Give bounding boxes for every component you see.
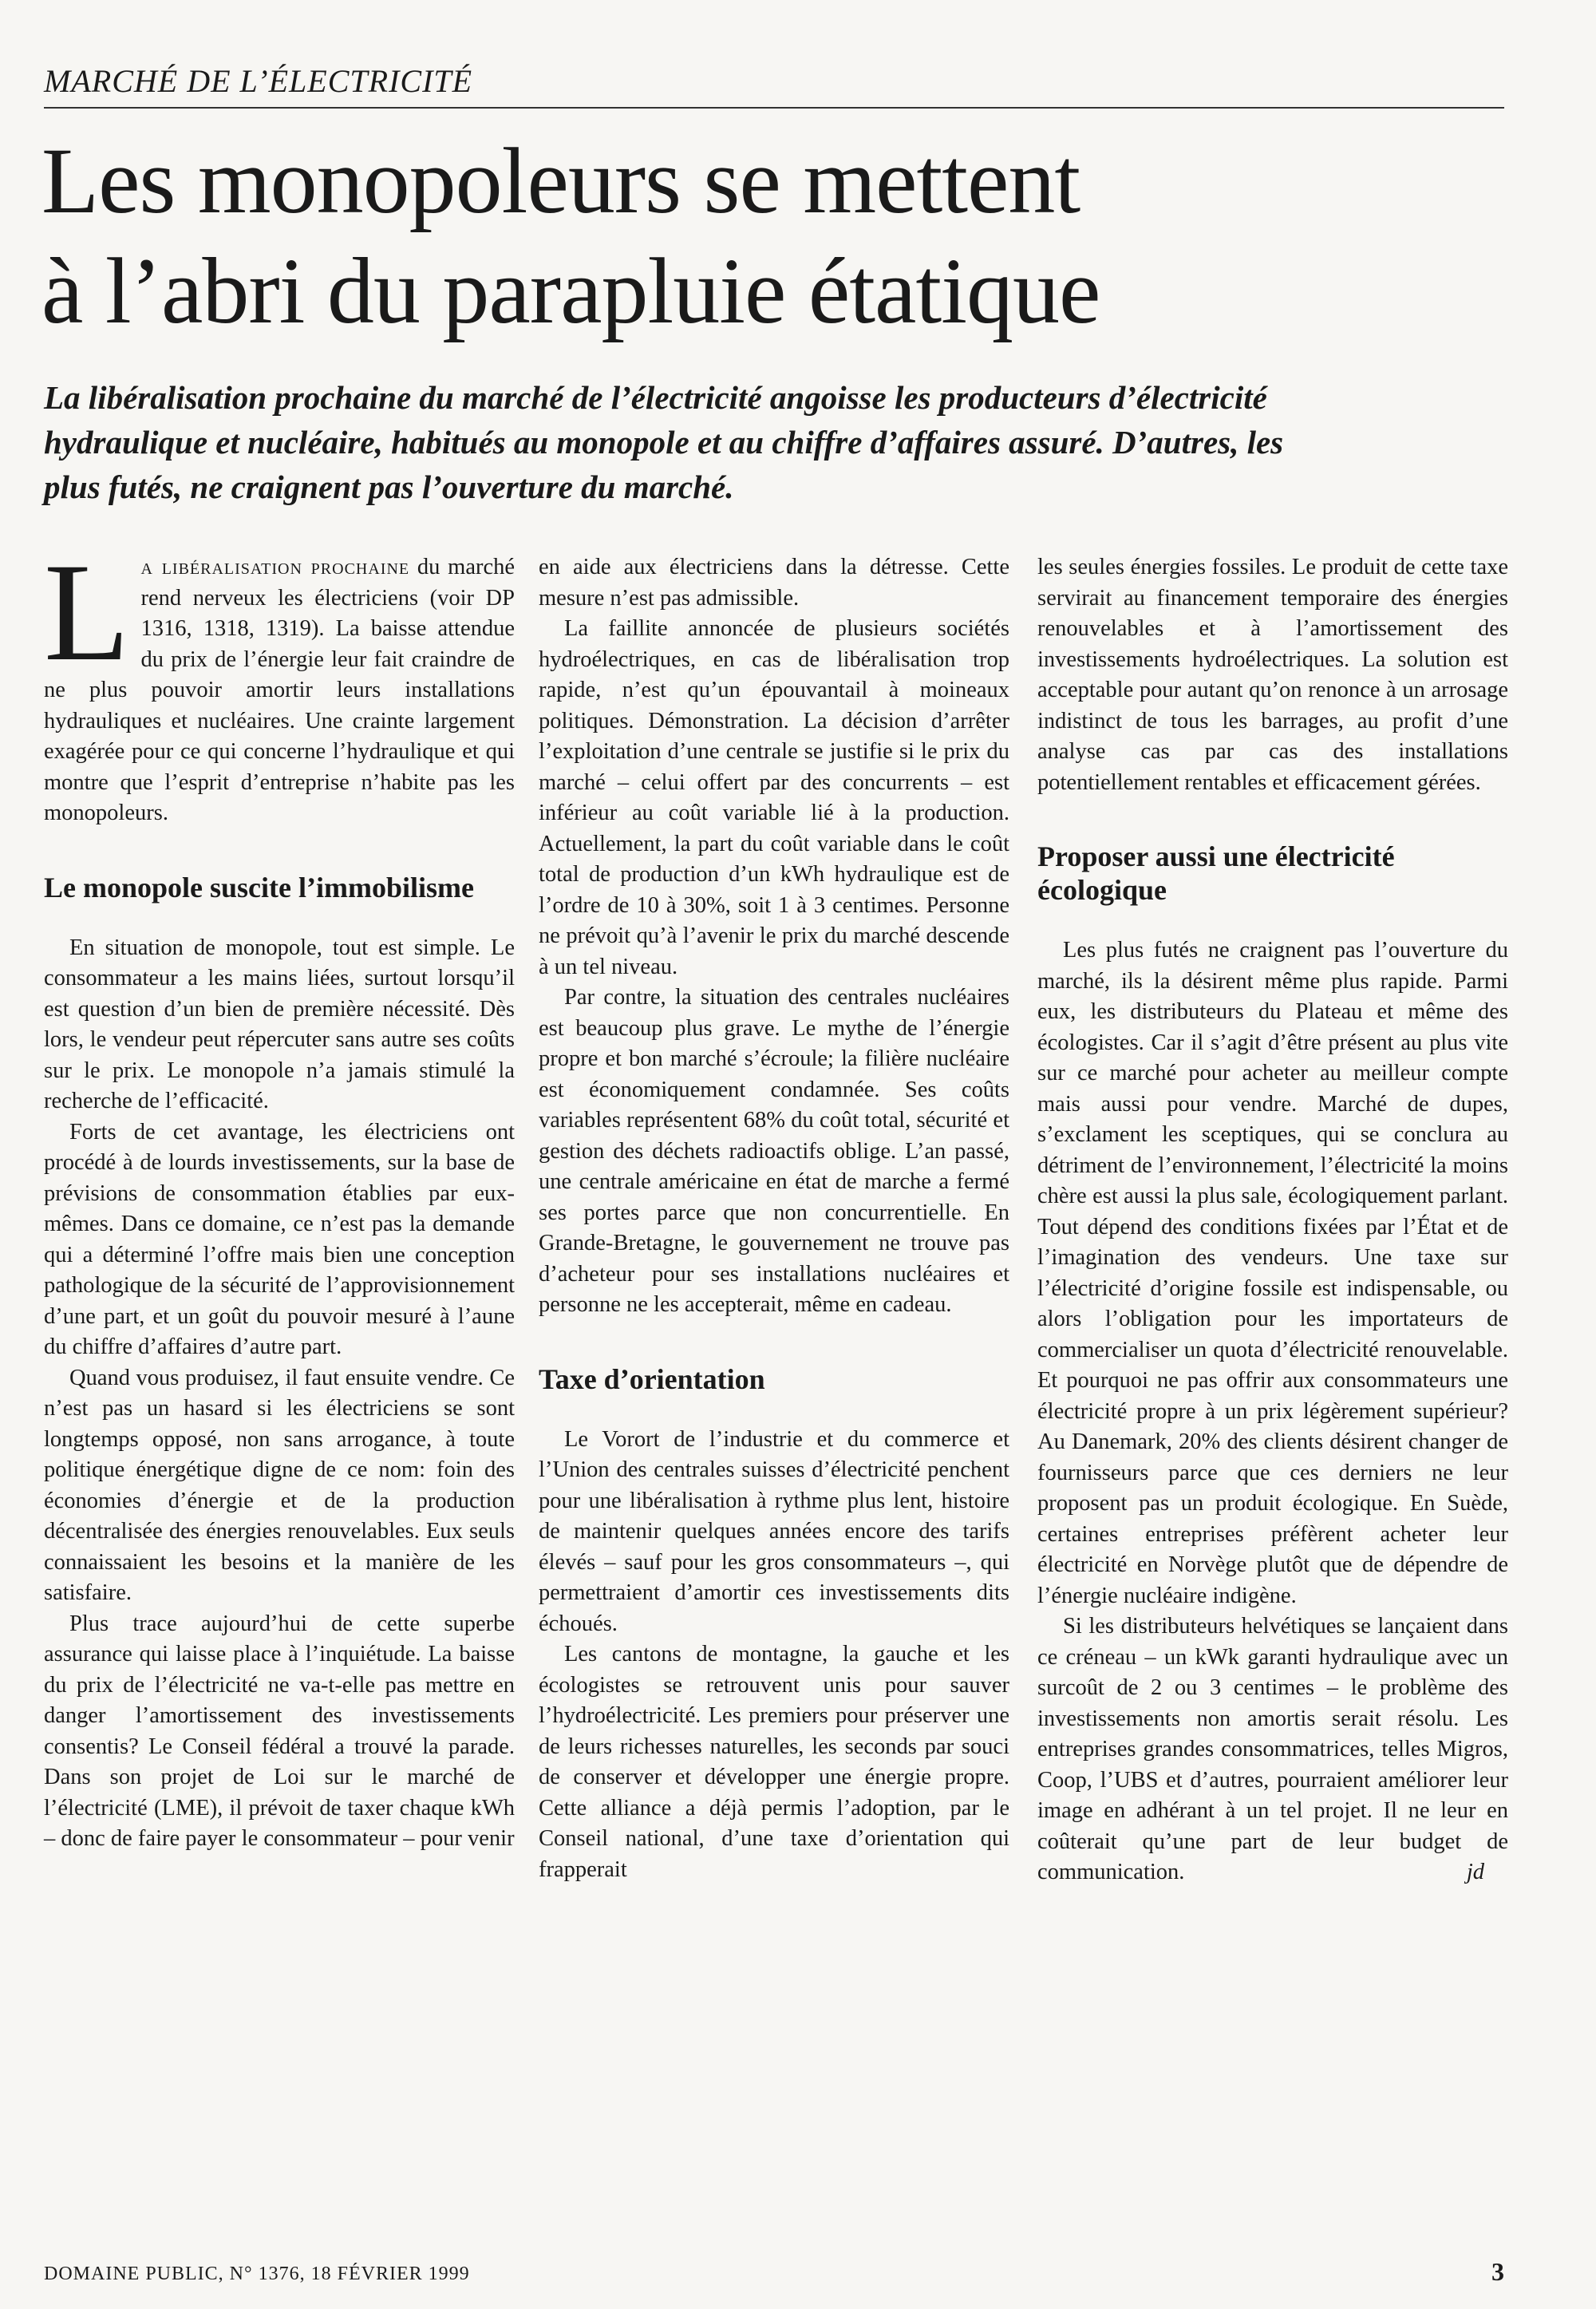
page-number: 3	[1491, 2257, 1504, 2286]
paragraph: Les plus futés ne craignent pas l’ouverture du marché, ils la désirent même plus rapide. Parmi eux, les distributeurs du Plateau et même des écologistes. Car il s’agit d’être présent au plus vite sur ce marché pour acheter au meilleur compte mais aussi pour vendre. Marché de dupes, s’exclament les sceptiques, qui se conclura au détriment de l’environnement, l’électricité la moins chère est aussi la plus sale, écologiquement parlant. Tout dépend des conditions fixées par l’État et de l’imagination des vendeurs. Une taxe sur l’électricité d’origine fossile est indispensable, ou alors l’obligation pour les importateurs de commercialiser un quota d’électricité renouvelable. Et pourquoi ne pas offrir aux consommateurs une électricité propre à un prix légèrement supérieur? Au Danemark, 20% des clients désirent changer de fournisseurs parce que ces derniers ne leur proposent pas un produit écologique. En Suède, certaines entreprises préfèrent acheter leur électricité en Norvège plutôt que de dépendre de l’énergie nucléaire indigène.	[1037, 938, 1508, 1608]
intro-smallcaps: a libéralisation prochaine	[140, 555, 410, 579]
author-signature: jd	[1466, 1860, 1484, 1884]
paragraph: les seules énergies fossiles. Le produit de cette taxe servirait au financement temporaire des énergies renouvelables et à l’amortissement des investissements hydroélectriques. La solution est acceptable pour autant qu’on renonce à un arrosage indistinct de tous les barrages, au profit d’une analyse cas par cas des installations potentiellement rentables et efficacement gérées.	[1037, 555, 1508, 795]
subhead-ecologique: Proposer aussi une électricité écologique	[1037, 840, 1395, 906]
section-kicker: MARCHÉ DE L’ÉLECTRICITÉ	[44, 63, 473, 99]
article-lead: La libéralisation prochaine du marché de l’électricité angoisse les producteurs d’électricité hydraulique et nucléaire, habitués au monopole et au chiffre d’affaires assuré. D’autres, les plus futés, ne craignent pas l’ouverture du marché.	[44, 379, 1284, 505]
final-text: Si les distributeurs helvétiques se lançaient dans ce créneau – un kWk garanti hydraulique avec un surcoût de 2 ou 3 centimes – le problème des investissements non amortis serait résolu. Les entreprises grandes consommatrices, telles Migros, Coop, l’UBS et d’autres, pourraient améliorer leur image en adhérant à un tel projet. Il ne leur en coûterait qu’une part de leur budget de communication.	[1037, 1614, 1508, 1884]
paragraph: Le Vorort de l’industrie et du commerce et l’Union des centrales suisses d’électricité penchent pour une libéralisation à rythme plus lent, histoire de maintenir quelques années encore des tarifs élevés – sauf pour les gros consommateurs –, qui permettraient d’amortir ces investissements dits échoués.	[539, 1426, 1009, 1636]
paragraph: La faillite annoncée de plusieurs sociétés hydroélectriques, en cas de libéralisation trop rapide, n’est qu’un épouvantail à moineaux politiques. Démonstration. La décision d’arrêter l’exploitation d’une centrale se justifie si le prix du marché – celui offert par des concurrents – est inférieur au coût variable lié à la production. Actuellement, la part du coût variable dans le coût total de production d’un kWh hydraulique est de l’ordre de 10 à 30%, soit 1 à 3 centimes. Personne ne prévoit qu’à l’avenir le prix du marché descende à un tel niveau.	[539, 616, 1009, 979]
kicker-rule	[44, 107, 1504, 109]
subhead-monopole: Le monopole suscite l’immobilisme	[44, 871, 474, 903]
title-line-1: Les monopoleurs se mettent	[41, 128, 1080, 233]
intro-text: du marché rend nerveux les électriciens (voir DP 1316, 1318, 1319). La baisse attendue du prix de l’énergie leur fait craindre de ne plus pouvoir amortir leurs installations hydrauliques et nucléaires. Une crainte largement exagérée pour ce qui concerne l’hydraulique et qui montre que l’esprit d’entreprise n’habite pas les monopoleurs.	[44, 555, 516, 825]
paragraph-intro	[44, 535, 516, 829]
subhead-taxe: Taxe d’orientation	[539, 1362, 765, 1395]
page-footer: DOMAINE PUBLIC, N° 1376, 18 FÉVRIER 1999	[44, 2264, 470, 2284]
paragraph: En situation de monopole, tout est simple. Le consommateur a les mains liées, surtout lorsqu’il est question d’un bien de première nécessité. Dès lors, le vendeur peut répercuter sans autre ses coûts sur le prix. Le monopole n’a jamais stimulé la recherche de l’efficacité.	[44, 935, 515, 1113]
column-1	[44, 535, 516, 1855]
paragraph: Les cantons de montagne, la gauche et les écologistes se retrouvent unis pour sauver l’hydroélectricité. Les premiers pour préserver une de leurs richesses naturelles, les seconds par souci de conserver et développer une énergie propre. Cette alliance a déjà permis l’adoption, par le Conseil national, d’une taxe d’orientation qui frapperait	[539, 1642, 1009, 1882]
paragraph: Par contre, la situation des centrales nucléaires est beaucoup plus grave. Le mythe de l’énergie propre et bon marché s’écroule; la filière nucléaire est économiquement condamnée. Ses coûts variables représentent 68% du coût total, sécurité et gestion des déchets radioactifs oblige. L’an passé, une centrale américaine en état de marche a fermé ses portes parce que non concurrentielle. En Grande-Bretagne, le gouvernement ne trouve pas d’acheteur pour ses installations nucléaires et personne ne les accepterait, même en cadeau.	[539, 985, 1009, 1317]
paragraph: en aide aux électriciens dans la détresse. Cette mesure n’est pas admissible.	[539, 555, 1009, 611]
paragraph: Quand vous produisez, il faut ensuite vendre. Ce n’est pas un hasard si les électriciens se sont longtemps opposé, non sans arrogance, à toute politique énergétique digne de ce nom: foin des économies d’énergie et de la production décentralisée des énergies renouvelables. Eux seuls connaissaient les besoins et la manière de les satisfaire.	[44, 1365, 515, 1605]
drop-cap: L	[44, 535, 130, 690]
column-3	[1037, 552, 1508, 1888]
article-title	[41, 126, 1510, 346]
title-line-2: à l’abri du parapluie étatique	[41, 239, 1100, 343]
paragraph: Forts de cet avantage, les électriciens ont procédé à de lourds investissements, sur la base de prévisions de consommation établies par eux-mêmes. Dans ce domaine, ce n’est pas la demande qui a déterminé l’offre mais bien une conception pathologique de la sécurité de l’approvisionnement d’une part, et un goût du pouvoir mesuré à l’aune du chiffre d’affaires d’autre part.	[44, 1119, 515, 1359]
paragraph-final	[1037, 1611, 1508, 1888]
column-2	[539, 552, 1009, 1885]
paragraph: Plus trace aujourd’hui de cette superbe assurance qui laisse place à l’inquiétude. La baisse du prix de l’électricité ne va-t-elle pas mettre en danger l’amortissement des investissements consentis? Le Conseil fédéral a trouvé la parade. Dans son projet de Loi sur le marché de l’électricité (LME), il prévoit de taxer chaque kWh – donc de faire payer le consommateur – pour venir	[44, 1611, 515, 1851]
